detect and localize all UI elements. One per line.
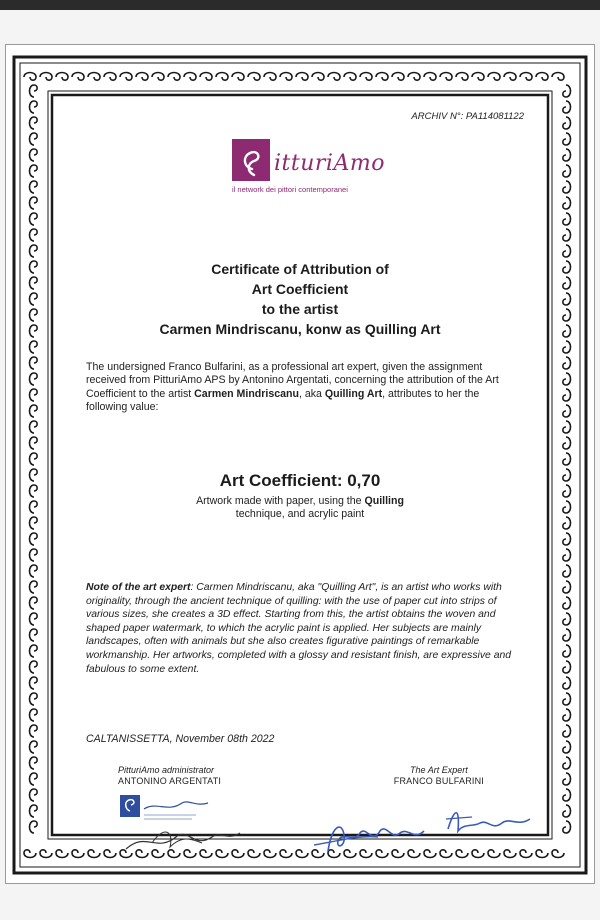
logo-wordmark: itturiAmo — [274, 151, 385, 176]
coefficient-block — [58, 471, 542, 521]
place-date: CALTANISSETTA, November 08th 2022 — [86, 733, 275, 745]
note-label: Note of the art expert — [86, 582, 191, 593]
pitturiamo-logo — [58, 139, 542, 204]
stamp-and-signature — [116, 791, 246, 861]
certificate-sheet — [5, 44, 595, 884]
title-line-2: Art Coefficient — [251, 281, 349, 297]
right-role: The Art Expert — [410, 765, 468, 775]
artist-alias: Quilling Art — [324, 387, 383, 400]
left-name: ANTONINO ARGENTATI — [118, 776, 222, 786]
coefficient-description: Artwork made with paper, using the Quilling technique, and acrylic paint — [196, 495, 404, 520]
archive-value: PA114081122 — [465, 111, 524, 122]
intro-paragraph: The undersigned Franco Bulfarini, as a professional art expert, given the assignment received from PitturiAmo APS by Antonino Argentati, concerning the attribution of the Art Coefficient to the artist Carmen Mindriscanu, aka Quilling Art, attributes to her the following value: — [86, 361, 499, 414]
certificate-title — [58, 259, 542, 339]
top-bar — [0, 0, 600, 10]
logo-mark-icon — [232, 139, 270, 181]
expert-note — [86, 581, 518, 676]
signatory-left — [118, 765, 221, 787]
title-line-3: to the artist — [261, 301, 339, 317]
expert-signature — [308, 801, 538, 861]
title-line-4: Carmen Mindriscanu, konw as Quilling Art — [159, 321, 441, 337]
note-text: : Carmen Mindriscanu, aka "Quilling Art", is an artist who works with originality, through the ancient technique of quilling: with the use of paper cut into strips of various sizes, she creates a 3D effect. Starting from this, the artist obtains the woven and shaped paper watermark, to which the acrylic paint is applied. Her subjects are mainly landscapes, often with animals but she also creates figurative paintings of remarkable workmanship. Her artworks, completed with a glossy and resistant finish, are expressive and fabulous to some extent. — [86, 582, 512, 675]
coefficient-value: Art Coefficient: 0,70 — [219, 471, 381, 490]
signatory-right — [394, 765, 484, 787]
left-role: PitturiAmo administrator — [118, 765, 215, 775]
artist-name: Carmen Mindriscanu — [194, 387, 299, 400]
archive-number — [411, 111, 524, 122]
title-line-1: Certificate of Attribution of — [211, 261, 389, 277]
logo-tagline: il network dei pittori contemporanei — [232, 185, 348, 194]
certificate-content — [58, 101, 542, 827]
right-name: FRANCO BULFARINI — [393, 776, 484, 786]
archive-label: ARCHIV N°: — [411, 111, 464, 122]
